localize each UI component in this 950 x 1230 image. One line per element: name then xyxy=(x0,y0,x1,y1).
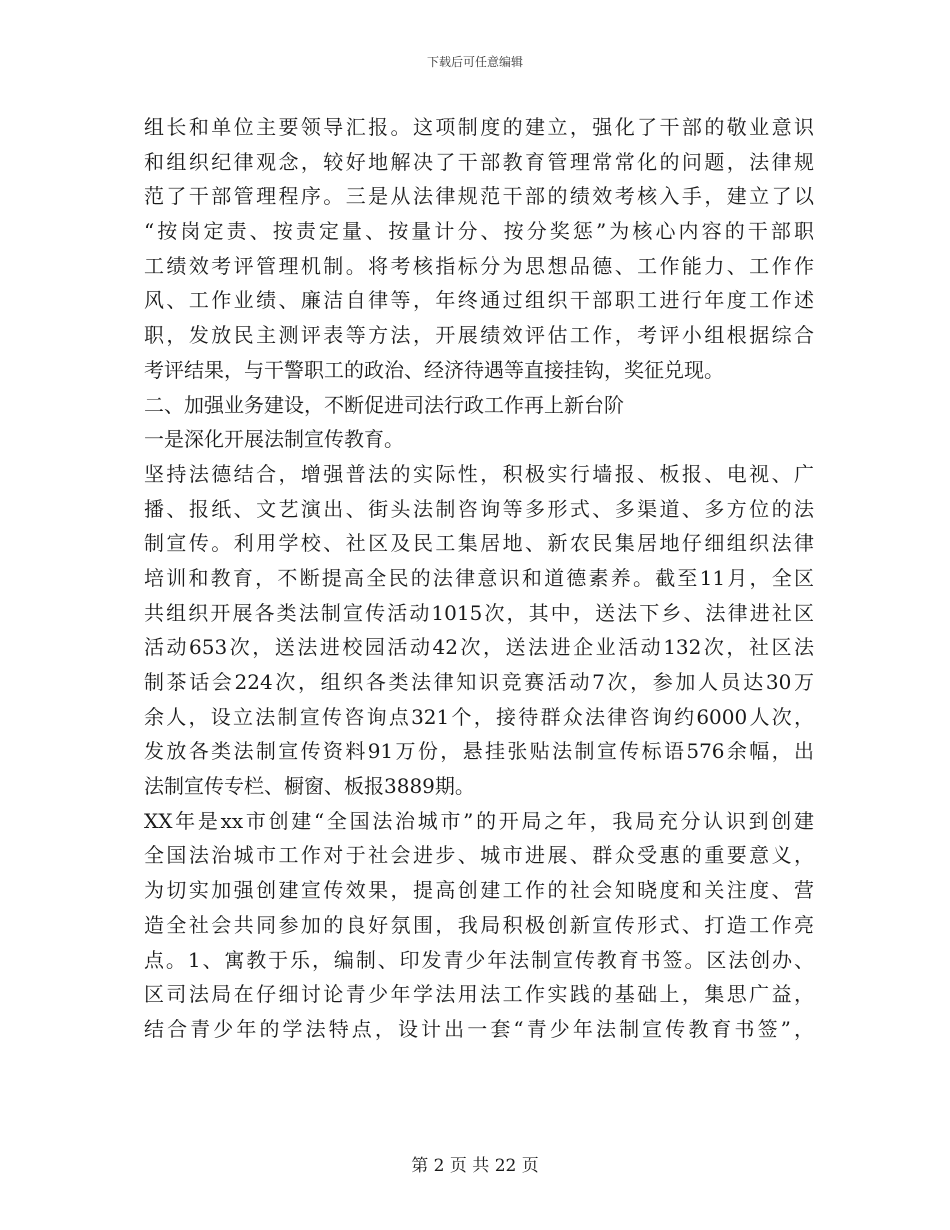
page-header-note: 下载后可任意编辑 xyxy=(426,55,523,69)
text-line: 培训和教育，不断提高全民的法律意识和道德素养。截至11月，全区 xyxy=(144,565,814,590)
text-line: 点。1、寓教于乐，编制、印发青少年法制宣传教育书签。区法创办、 xyxy=(144,947,814,972)
text-line: 造全社会共同参加的良好氛围，我局积极创新宣传形式、打造工作亮 xyxy=(144,912,814,937)
text-line: 为切实加强创建宣传效果，提高创建工作的社会知晓度和关注度、营 xyxy=(144,878,814,903)
text-line: 范了干部管理程序。三是从法律规范干部的绩效考核入手，建立了以 xyxy=(144,184,814,209)
text-line: 活动653次，送法进校园活动42次，送法进企业活动132次，社区法 xyxy=(144,635,814,660)
text-line: 职，发放民主测评表等方法，开展绩效评估工作，考评小组根据综合 xyxy=(144,323,814,348)
text-line: 组长和单位主要领导汇报。这项制度的建立，强化了干部的敬业意识 xyxy=(144,115,814,139)
text-line: “按岗定责、按责定量、按量计分、按分奖惩”为核心内容的干部职 xyxy=(144,219,814,244)
text-line: 风、工作业绩、廉洁自律等，年终通过组织干部职工进行年度工作述 xyxy=(144,288,814,313)
page-number: 第 2 页 共 22 页 xyxy=(411,1156,539,1176)
text-line: 区司法局在仔细讨论青少年学法用法工作实践的基础上，集思广益， xyxy=(144,982,814,1007)
text-line: 制宣传。利用学校、社区及民工集居地、新农民集居地仔细组织法律 xyxy=(144,531,814,556)
text-line: 法制宣传专栏、橱窗、板报3889期。 xyxy=(144,774,475,799)
text-line: 考评结果，与干警职工的政治、经济待遇等直接挂钩，奖征兑现。 xyxy=(144,357,724,382)
text-line: 工绩效考评管理机制。将考核指标分为思想品德、工作能力、工作作 xyxy=(144,253,814,278)
text-line: 播、报纸、文艺演出、街头法制咨询等多形式、多渠道、多方位的法 xyxy=(144,496,814,521)
text-line: 全国法治城市工作对于社会进步、城市进展、群众受惠的重要意义， xyxy=(144,843,814,868)
text-line: 坚持法德结合，增强普法的实际性，积极实行墙报、板报、电视、广 xyxy=(144,461,814,486)
text-line: 共组织开展各类法制宣传活动1015次，其中，送法下乡、法律进社区 xyxy=(144,600,814,625)
subsection-heading: 一是深化开展法制宣传教育。 xyxy=(144,427,404,452)
document-body xyxy=(144,110,814,1047)
text-line: 发放各类法制宣传资料91万份，悬挂张贴法制宣传标语576余幅，出 xyxy=(144,739,814,764)
section-heading: 二、加强业务建设，不断促进司法行政工作再上新台阶 xyxy=(144,392,624,417)
text-line: 结合青少年的学法特点，设计出一套“青少年法制宣传教育书签”， xyxy=(144,1016,814,1041)
text-line: 余人，设立法制宣传咨询点321个，接待群众法律咨询约6000人次， xyxy=(144,704,814,729)
text-line: XX年是xx市创建“全国法治城市”的开局之年，我局充分认识到创建 xyxy=(144,808,814,833)
text-line: 制茶话会224次，组织各类法律知识竞赛活动7次，参加人员达30万 xyxy=(144,670,814,694)
text-line: 和组织纪律观念，较好地解决了干部教育管理常常化的问题，法律规 xyxy=(144,149,814,174)
